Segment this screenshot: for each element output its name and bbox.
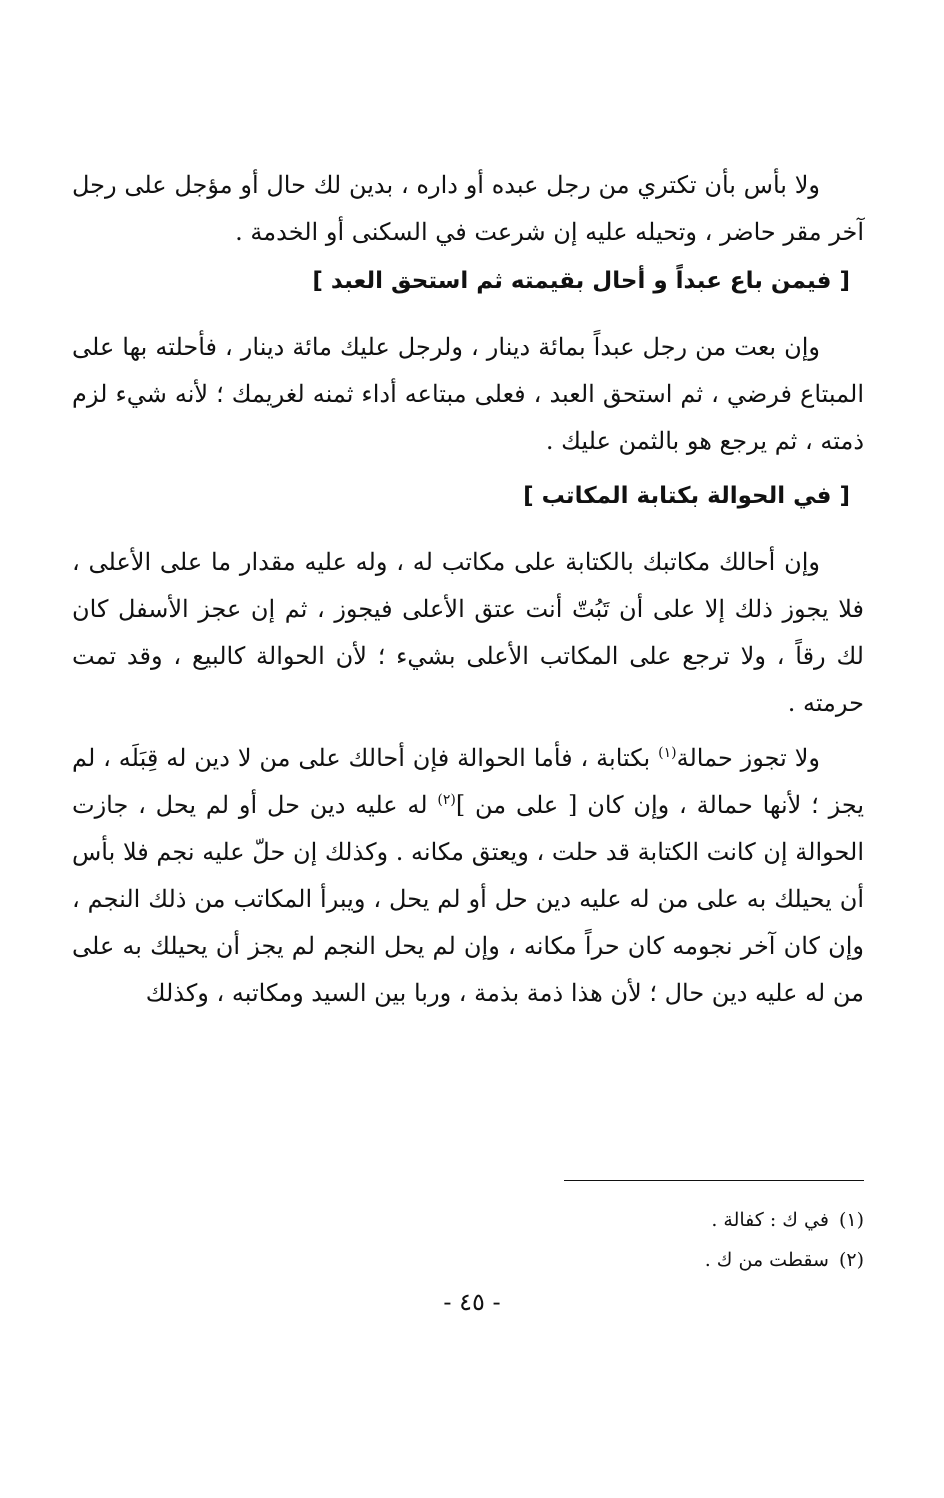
footnote-divider [564,1180,864,1181]
paragraph-4-text-c: له عليه دين حل أو لم يحل ، جازت الحوالة إن كانت الكتابة قد حلت ، ويعتق مكانه . وكذلك إن حلّ عليه نجم فلا بأس أن يحيلك به على من له عليه دين حل أو لم يحل ، ويبرأ المكاتب من ذلك النجم ، وإن كان آخر نجومه كان حراً مكانه ، وإن لم يحل النجم لم يجز أن يحيلك به على من له عليه دين حال ؛ لأن هذا ذمة بذمة ، وربا بين السيد ومكاتبه ، وكذلك [72,791,864,1007]
page-body [72,162,864,1017]
footnote-2 [464,1240,864,1280]
paragraph-4-text-a: ولا تجوز حمالة [676,744,820,772]
paragraph-1-text: ولا بأس بأن تكتري من رجل عبده أو داره ، بدين لك حال أو مؤجل على رجل آخر مقر حاضر ، وتحيله عليه إن شرعت في السكنى أو الخدمة . [72,171,864,246]
paragraph-1 [72,162,864,256]
footnote-2-text: سقطت من ك . [704,1249,829,1271]
paragraph-2-text: وإن بعت من رجل عبداً بمائة دينار ، ولرجل عليك مائة دينار ، فأحلته بها على المبتاع فرضي ، ثم استحق العبد ، فعلى مبتاعه أداء ثمنه لغريمك ؛ لأنه شيء لزم ذمته ، ثم يرجع هو بالثمن عليك . [72,333,864,455]
footnote-ref-2: (٢) [437,792,456,808]
footnote-1-text: في ك : كفالة . [711,1209,829,1231]
paragraph-3-text: وإن أحالك مكاتبك بالكتابة على مكاتب له ، وله عليه مقدار ما على الأعلى ، فلا يجوز ذلك إلا على أن تَبُتّ أنت عتق الأعلى فيجوز ، ثم إن عجز الأسفل كان لك رقاً ، ولا ترجع على المكاتب الأعلى بشيء ؛ لأن الحوالة كالبيع ، وقد تمت حرمته . [72,548,864,717]
section-heading-2: [ في الحوالة بكتابة المكاتب ] [523,483,850,509]
footnote-1 [464,1200,864,1240]
footnote-ref-1: (١) [658,745,677,761]
paragraph-4 [72,735,864,1017]
footnote-2-number: (٢) [838,1249,864,1271]
section-heading-1: [ فيمن باع عبداً و أحال بقيمته ثم استحق العبد ] [312,268,850,294]
footnote-1-number: (١) [838,1209,864,1231]
footnotes [464,1200,864,1280]
paragraph-4-text-b: بكتابة ، فأما الحوالة فإن أحالك على من لا دين له قِبَلَه ، لم يجز ؛ لأنها حمالة ، وإن كان [ على من ] [72,744,865,819]
paragraph-2 [72,324,864,465]
paragraph-3 [72,539,864,727]
page-number: - ٤٥ - [443,1288,501,1316]
